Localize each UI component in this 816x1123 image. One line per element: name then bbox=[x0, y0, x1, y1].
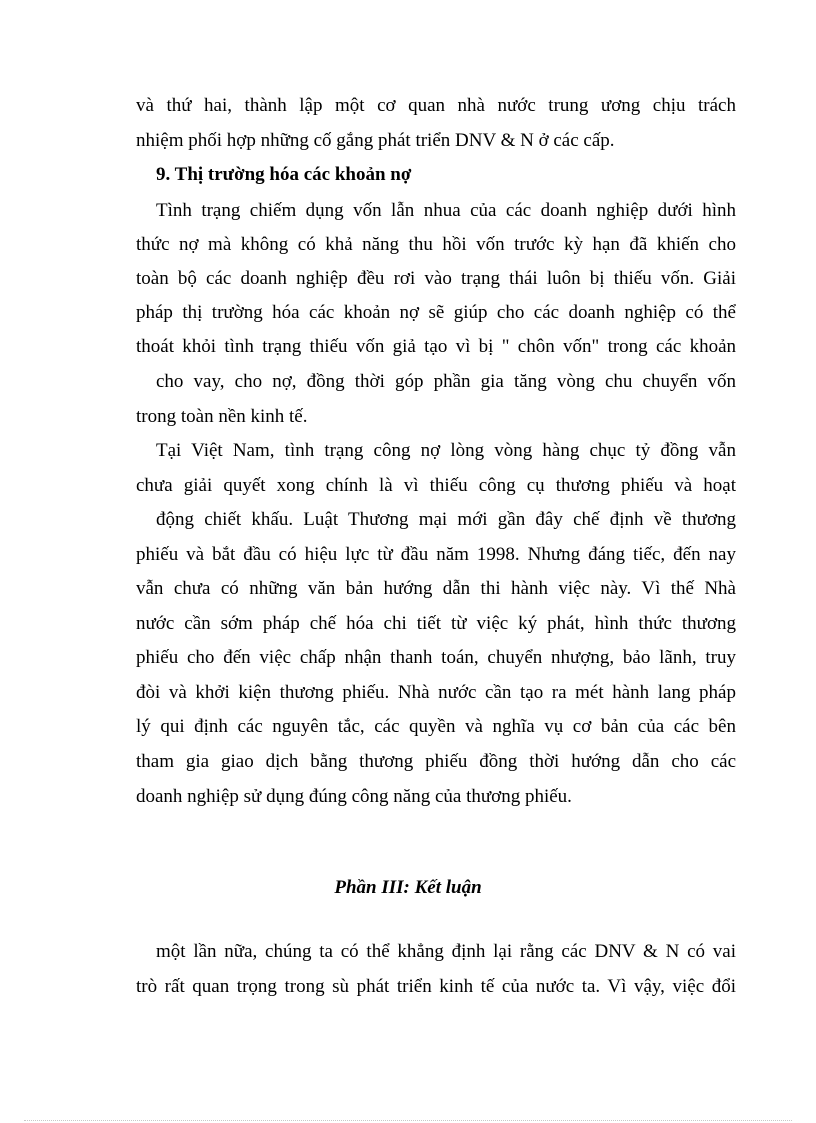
text-line: Tình trạng chiếm dụng vốn lẫn nhua của các doanh nghiệp dưới hình bbox=[156, 200, 736, 221]
section-title: Phần III: Kết luận bbox=[334, 877, 482, 898]
text-line: doanh nghiệp sử dụng đúng công năng của thương phiếu. bbox=[136, 786, 572, 807]
text-line: trò rất quan trọng trong sù phát triển kinh tế của nước ta. Vì vậy, việc đổi bbox=[136, 976, 736, 997]
text-line: nước cần sớm pháp chế hóa chi tiết từ việc ký phát, hình thức thương bbox=[136, 613, 736, 634]
text-line: Tại Việt Nam, tình trạng công nợ lòng vòng hàng chục tỷ đồng vẫn bbox=[156, 440, 736, 461]
text-line: phiếu và bắt đầu có hiệu lực từ đầu năm 1998. Nhưng đáng tiếc, đến nay bbox=[136, 544, 736, 565]
text-line: pháp thị trường hóa các khoản nợ sẽ giúp cho các doanh nghiệp có thể bbox=[136, 302, 736, 323]
text-line: trong toàn nền kinh tế. bbox=[136, 406, 308, 427]
heading-section-9: 9. Thị trường hóa các khoản nợ bbox=[156, 164, 412, 185]
text-line: chưa giải quyết xong chính là vì thiếu công cụ thương phiếu và hoạt bbox=[136, 475, 736, 496]
text-line: nhiệm phối hợp những cố gắng phát triển DNV & N ở các cấp. bbox=[136, 130, 615, 151]
text-line: vẫn chưa có những văn bản hướng dẫn thi hành việc này. Vì thế Nhà bbox=[136, 578, 736, 599]
text-line: toàn bộ các doanh nghiệp đều rơi vào trạng thái luôn bị thiếu vốn. Giải bbox=[136, 268, 736, 289]
text-line: lý qui định các nguyên tắc, các quyền và nghĩa vụ cơ bản của các bên bbox=[136, 716, 736, 737]
text-line: thức nợ mà không có khả năng thu hồi vốn trước kỳ hạn đã khiến cho bbox=[136, 234, 736, 255]
page-bottom-divider bbox=[24, 1120, 792, 1121]
text-line: đòi và khởi kiện thương phiếu. Nhà nước cần tạo ra mét hành lang pháp bbox=[136, 682, 736, 703]
text-line: tham gia giao dịch bằng thương phiếu đồng thời hướng dẫn cho các bbox=[136, 751, 736, 772]
text-line: và thứ hai, thành lập một cơ quan nhà nước trung ương chịu trách bbox=[136, 95, 736, 116]
text-line: thoát khỏi tình trạng thiếu vốn giả tạo vì bị " chôn vốn" trong các khoản bbox=[136, 336, 736, 357]
text-line: phiếu cho đến việc chấp nhận thanh toán, chuyển nhượng, bảo lãnh, truy bbox=[136, 647, 736, 668]
text-line: động chiết khấu. Luật Thương mại mới gần đây chế định về thương bbox=[156, 509, 736, 530]
text-line: một lần nữa, chúng ta có thể khẳng định lại rằng các DNV & N có vai bbox=[156, 941, 736, 962]
text-line: cho vay, cho nợ, đồng thời góp phần gia tăng vòng chu chuyển vốn bbox=[156, 371, 736, 392]
